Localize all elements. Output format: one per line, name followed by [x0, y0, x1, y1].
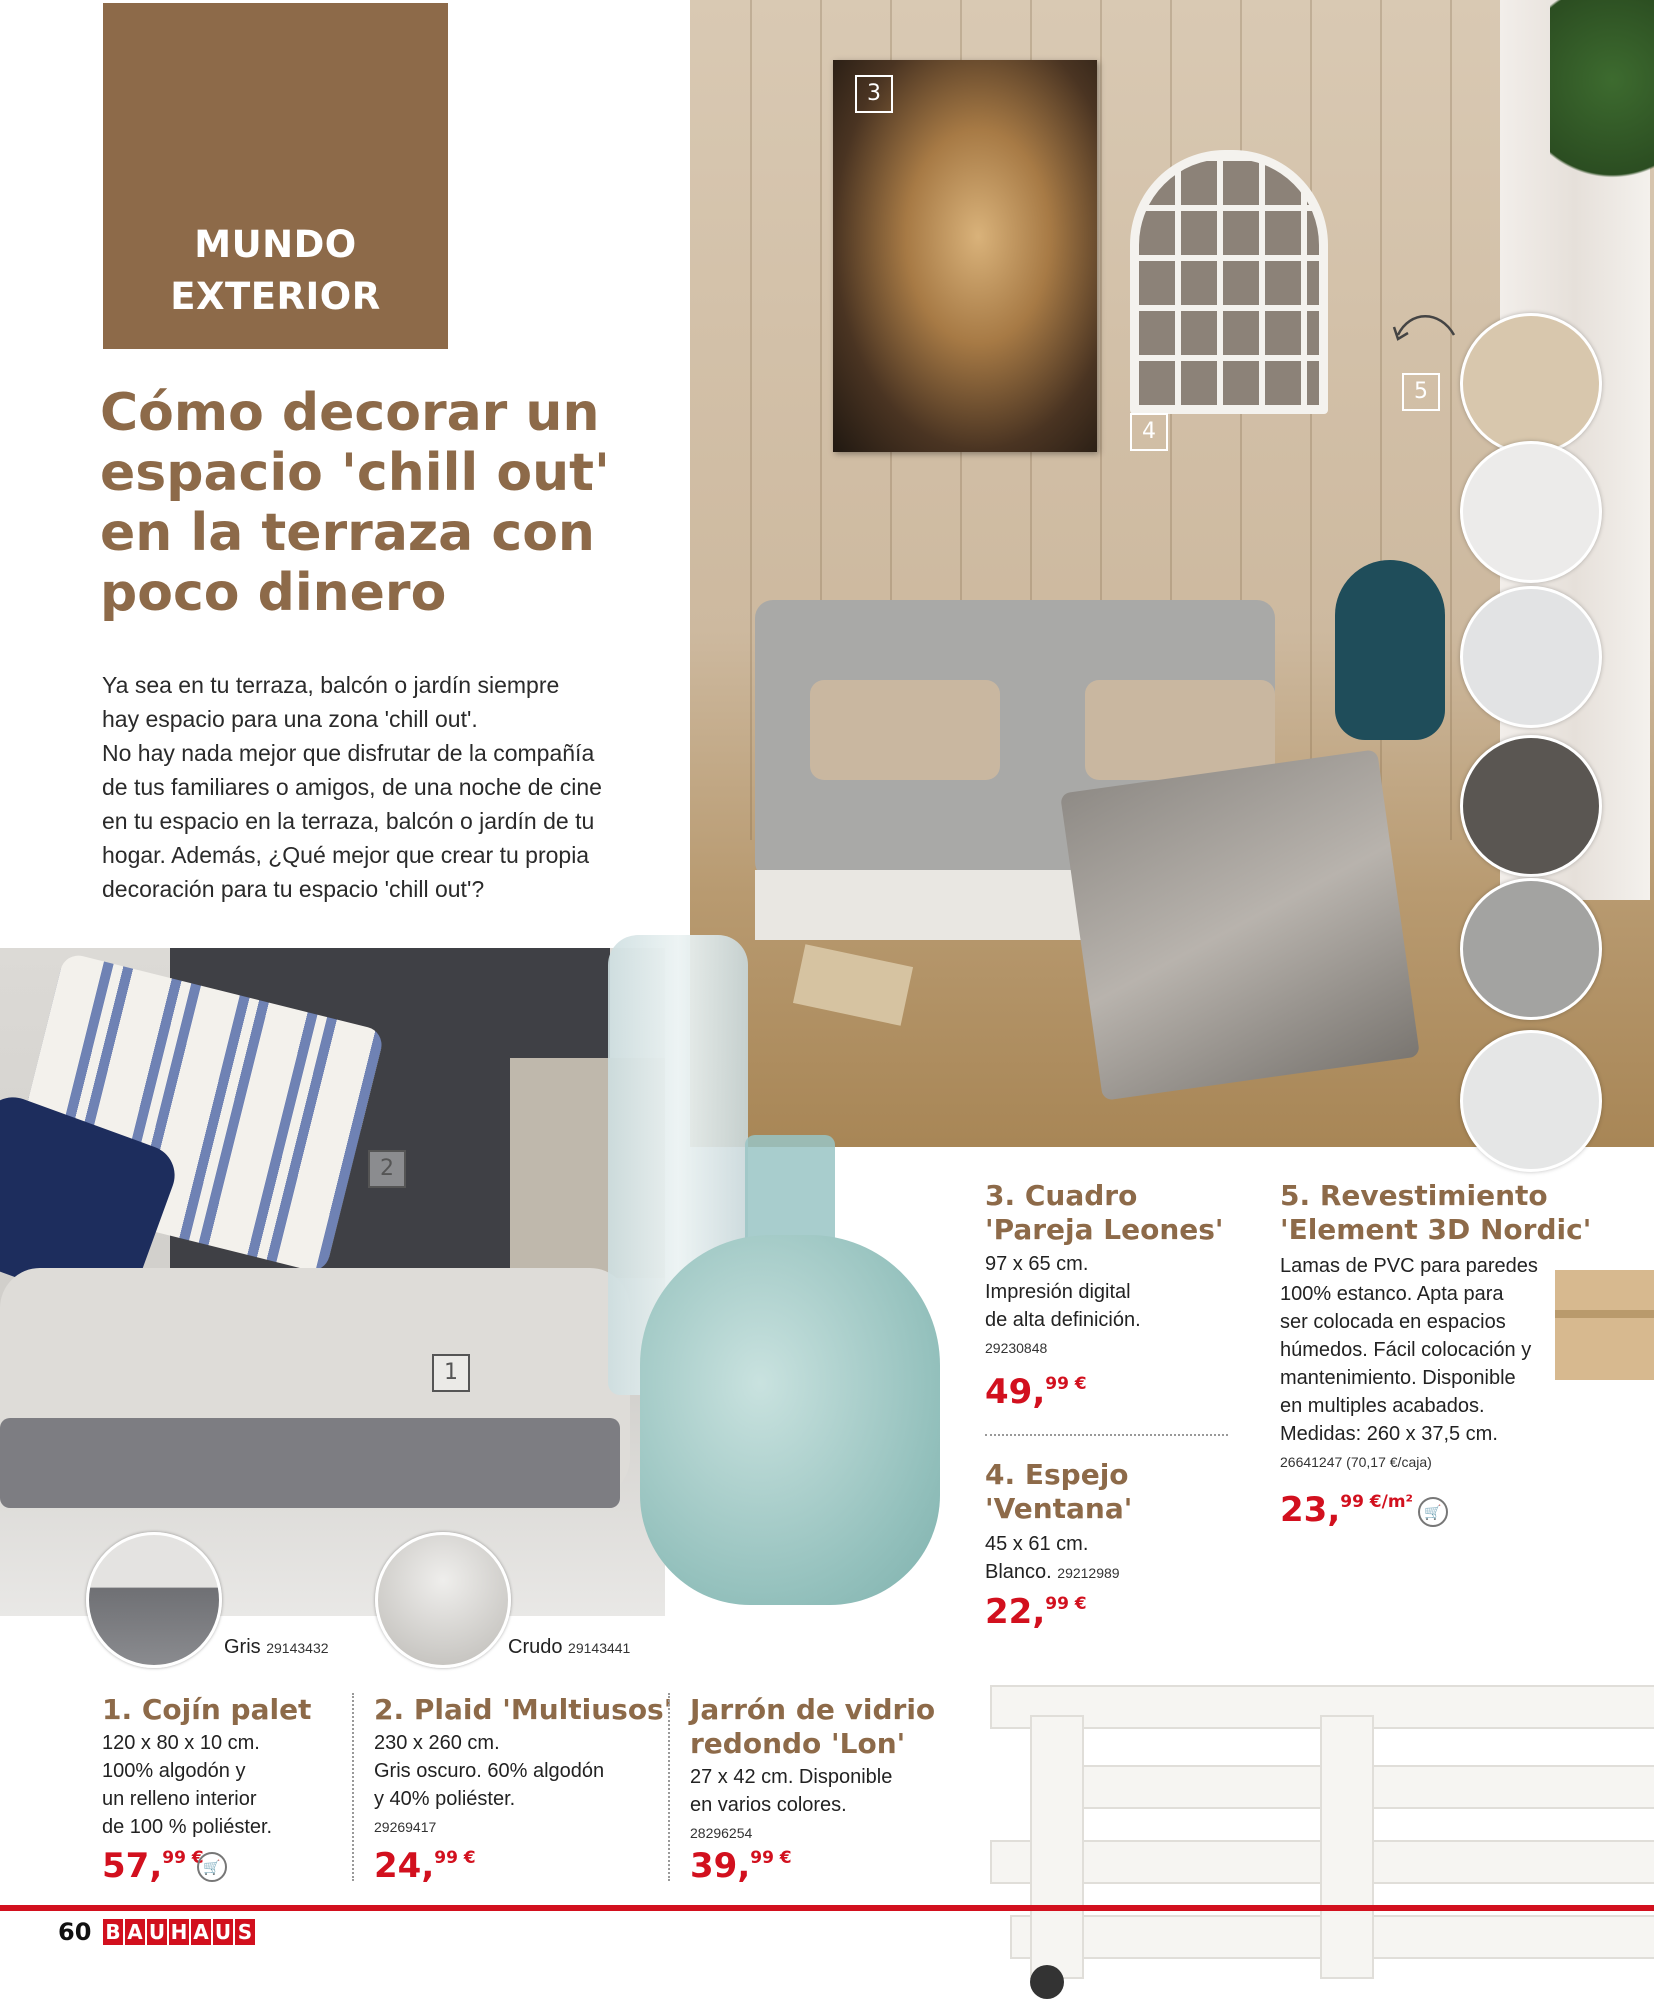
knit-pillow — [1085, 680, 1275, 780]
intro-line: No hay nada mejor que disfrutar de la compañía — [102, 740, 595, 766]
price-decimal: 99 € — [750, 1848, 792, 1868]
price-integer: 23, — [1280, 1490, 1341, 1530]
price-decimal: 99 € — [1045, 1374, 1087, 1394]
product-desc-revestimiento — [1280, 1252, 1538, 1476]
wood-plank-line — [1310, 0, 1312, 840]
product-title-plaid: 2. Plaid 'Multiusos' — [374, 1693, 673, 1726]
pallet-cushion-edge — [0, 1418, 620, 1508]
title-line: poco dinero — [100, 563, 447, 623]
page-title — [100, 383, 660, 623]
intro-line: hay espacio para una zona 'chill out'. — [102, 706, 478, 732]
desc-line: de 100 % poliéster. — [102, 1816, 273, 1838]
desc-line: 100% algodón y — [102, 1760, 246, 1782]
window-mirror — [1130, 150, 1328, 414]
product-marker-5: 5 — [1402, 373, 1440, 411]
cart-icon[interactable]: 🛒 — [1418, 1497, 1448, 1527]
product-code: 29269417 — [374, 1819, 437, 1835]
finish-swatch — [1460, 441, 1602, 583]
price-espejo — [985, 1592, 1087, 1632]
price-integer: 24, — [374, 1846, 435, 1886]
desc-line: en multiples acabados. — [1280, 1395, 1485, 1417]
logo-letter: B — [103, 1919, 123, 1945]
title-line: 5. Revestimiento — [1280, 1179, 1548, 1212]
wooden-pallet-detail — [1555, 1270, 1654, 1380]
blue-glass-vase — [1335, 560, 1445, 740]
price-decimal: 99 € — [434, 1848, 476, 1868]
section-tag — [103, 3, 448, 349]
intro-line: Ya sea en tu terraza, balcón o jardín siempre — [102, 672, 560, 698]
product-desc-espejo — [985, 1530, 1120, 1587]
white-pallet-table — [990, 1625, 1654, 2000]
product-marker-3: 3 — [855, 75, 893, 113]
product-code: 28296254 — [690, 1825, 753, 1841]
product-desc-cojin — [102, 1729, 272, 1841]
variant-label: Crudo — [508, 1636, 563, 1658]
footer-red-bar — [0, 1905, 1654, 1911]
desc-line: Lamas de PVC para paredes — [1280, 1255, 1538, 1277]
price-decimal: 99 €/m² — [1340, 1492, 1414, 1512]
product-title-jarron — [690, 1693, 935, 1761]
price-integer: 49, — [985, 1372, 1046, 1412]
cart-icon[interactable]: 🛒 — [197, 1852, 227, 1882]
price-cuadro — [985, 1372, 1087, 1412]
price-revestimiento — [1280, 1490, 1413, 1530]
variant-code: 29143432 — [266, 1640, 329, 1656]
title-line: Jarrón de vidrio — [690, 1693, 936, 1726]
intro-paragraph — [102, 736, 662, 906]
pallet-block — [1030, 1715, 1084, 1979]
section-tag-line2: EXTERIOR — [170, 275, 381, 318]
desc-line: en varios colores. — [690, 1794, 847, 1816]
price-cojin — [102, 1846, 204, 1886]
price-integer: 39, — [690, 1846, 751, 1886]
product-desc-plaid — [374, 1729, 604, 1841]
desc-line: Gris oscuro. 60% algodón — [374, 1760, 605, 1782]
title-line: en la terraza con — [100, 503, 595, 563]
desc-color: Blanco. — [985, 1561, 1052, 1583]
product-desc-cuadro — [985, 1250, 1141, 1362]
logo-letter: S — [235, 1919, 255, 1945]
intro-line: en tu espacio en la terraza, balcón o jardín de tu — [102, 808, 595, 834]
lion-canvas-artwork — [833, 60, 1097, 452]
title-line: 4. Espejo — [985, 1458, 1129, 1491]
vase-body — [640, 1235, 940, 1605]
product-title-revestimiento — [1280, 1179, 1591, 1247]
finish-swatch — [1460, 586, 1602, 728]
knit-pillow — [810, 680, 1000, 780]
logo-letter: A — [191, 1919, 211, 1945]
desc-line: húmedos. Fácil colocación y — [1280, 1339, 1532, 1361]
variant-label: Gris — [224, 1636, 261, 1658]
price-decimal: 99 € — [162, 1848, 204, 1868]
desc-line: Impresión digital — [985, 1281, 1131, 1303]
desc-line: 45 x 61 cm. — [985, 1533, 1089, 1555]
column-divider — [668, 1693, 670, 1881]
variant-thumb-gris — [86, 1532, 222, 1668]
product-title-espejo — [985, 1458, 1132, 1526]
title-line: 'Ventana' — [985, 1492, 1133, 1525]
column-divider — [352, 1693, 354, 1881]
variant-thumb-crudo — [375, 1532, 511, 1668]
title-line: 3. Cuadro — [985, 1179, 1138, 1212]
curved-arrow-icon — [1390, 305, 1460, 355]
wood-plank-line — [750, 0, 752, 840]
title-line: espacio 'chill out' — [100, 443, 610, 503]
product-code: 29212989 — [1057, 1565, 1120, 1581]
wood-plank-line — [1450, 0, 1452, 840]
row-divider — [985, 1434, 1228, 1436]
desc-line: mantenimiento. Disponible — [1280, 1367, 1516, 1389]
caster-wheel — [1030, 1965, 1064, 1999]
finish-swatch — [1460, 735, 1602, 877]
product-marker-2: 2 — [368, 1150, 406, 1188]
logo-letter: U — [214, 1920, 232, 1944]
price-decimal: 99 € — [1045, 1594, 1087, 1614]
desc-line: Medidas: 260 x 37,5 cm. — [1280, 1423, 1498, 1445]
title-line: 'Pareja Leones' — [985, 1213, 1224, 1246]
product-marker-4: 4 — [1130, 413, 1168, 451]
section-tag-line1: MUNDO — [194, 223, 357, 266]
intro-line: decoración para tu espacio 'chill out'? — [102, 876, 485, 902]
desc-line: un relleno interior — [102, 1788, 257, 1810]
desc-line: y 40% poliéster. — [374, 1788, 516, 1810]
intro-line: de tus familiares o amigos, de una noche de cine — [102, 774, 602, 800]
variant-caption-crudo — [508, 1636, 630, 1659]
intro-line: hogar. Además, ¿Qué mejor que crear tu propia — [102, 842, 590, 868]
desc-line — [985, 1558, 1120, 1587]
open-book — [793, 944, 913, 1026]
logo-letter: A — [125, 1919, 145, 1945]
product-desc-jarron — [690, 1763, 892, 1847]
pallet-block — [1320, 1715, 1374, 1979]
desc-line: 120 x 80 x 10 cm. — [102, 1732, 260, 1754]
logo-letter: H — [170, 1920, 188, 1944]
bauhaus-logo — [103, 1919, 255, 1945]
product-photo-cushions — [0, 948, 665, 1616]
finish-swatch — [1460, 1030, 1602, 1172]
finish-swatch — [1460, 313, 1602, 455]
product-marker-1: 1 — [432, 1354, 470, 1392]
desc-line: de alta definición. — [985, 1309, 1141, 1331]
product-title-cojin: 1. Cojín palet — [102, 1693, 312, 1726]
product-title-cuadro — [985, 1179, 1224, 1247]
price-jarron — [690, 1846, 792, 1886]
intro-text — [102, 668, 662, 906]
variant-caption-gris — [224, 1636, 329, 1659]
price-integer: 57, — [102, 1846, 163, 1886]
logo-letter: U — [148, 1920, 166, 1944]
product-code: 29230848 — [985, 1340, 1048, 1356]
round-glass-vase — [640, 1135, 940, 1605]
price-integer: 22, — [985, 1592, 1046, 1632]
desc-line: 230 x 260 cm. — [374, 1732, 500, 1754]
desc-line: 97 x 65 cm. — [985, 1253, 1089, 1275]
desc-line: 100% estanco. Apta para — [1280, 1283, 1504, 1305]
price-plaid — [374, 1846, 476, 1886]
title-line: redondo 'Lon' — [690, 1727, 906, 1760]
finish-swatch — [1460, 878, 1602, 1020]
intro-paragraph — [102, 668, 662, 736]
variant-code: 29143441 — [568, 1640, 631, 1656]
page-number: 60 — [58, 1918, 92, 1946]
plant-leaves — [1550, 0, 1654, 200]
title-line: Cómo decorar un — [100, 383, 600, 443]
title-line: 'Element 3D Nordic' — [1280, 1213, 1592, 1246]
desc-line: ser colocada en espacios — [1280, 1311, 1506, 1333]
grey-throw-blanket — [1060, 749, 1420, 1101]
product-code: 26641247 (70,17 €/caja) — [1280, 1454, 1432, 1470]
desc-line: 27 x 42 cm. Disponible — [690, 1766, 893, 1788]
